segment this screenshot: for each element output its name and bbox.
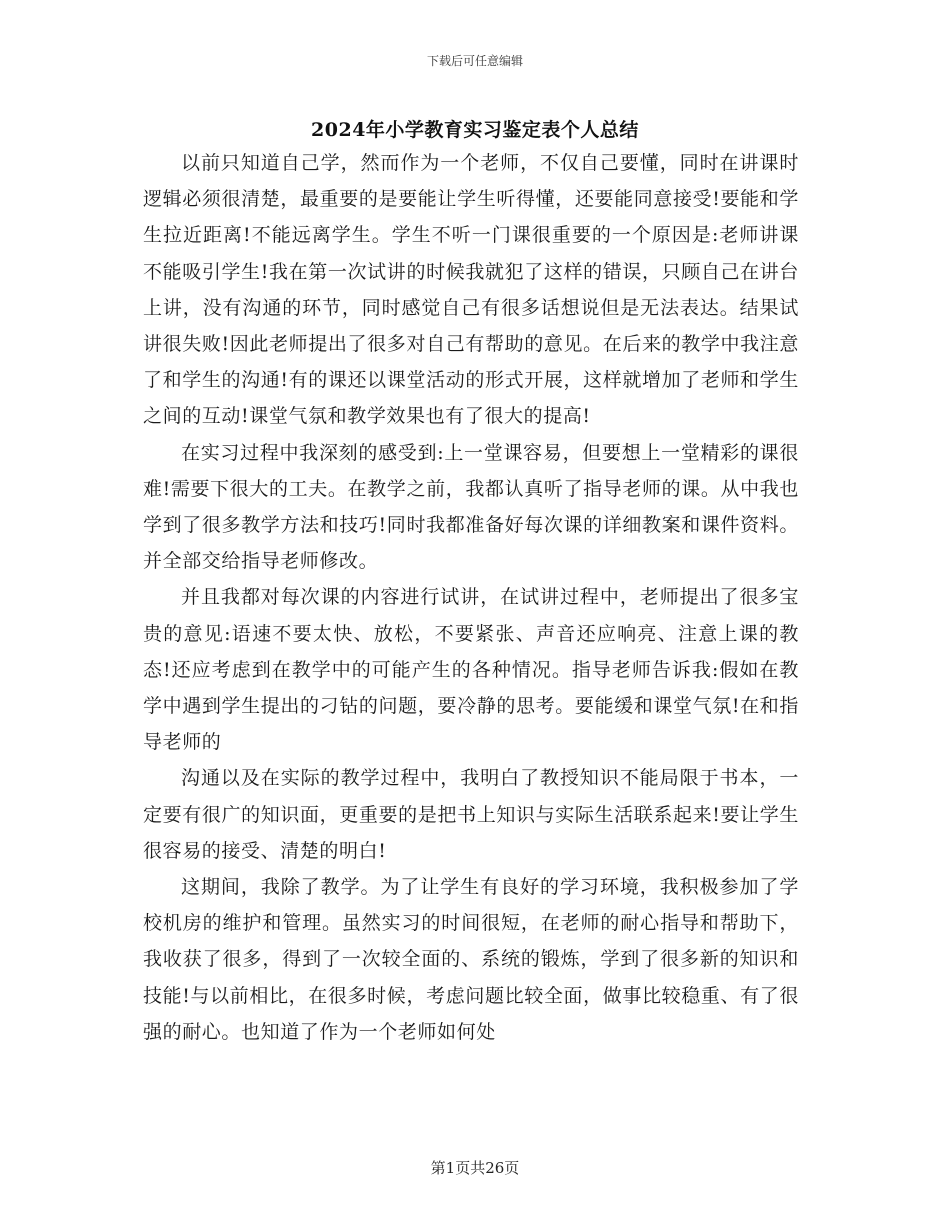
paragraph-2: 在实习过程中我深刻的感受到:上一堂课容易，但要想上一堂精彩的课很难!需要下很大的工夫。在教学之前，我都认真听了指导老师的课。从中我也学到了很多教学方法和技巧!同时我都准备好每次课的详细教案和课件资料。并全部交给指导老师修改。	[143, 441, 799, 573]
paragraph-5: 这期间，我除了教学。为了让学生有良好的学习环境，我积极参加了学校机房的维护和管理。虽然实习的时间很短，在老师的耐心指导和帮助下，我收获了很多，得到了一次较全面的、系统的锻炼，学到了很多新的知识和技能!与以前相比，在很多时候，考虑问题比较全面，做事比较稳重、有了很强的耐心。也知道了作为一个老师如何处	[143, 876, 799, 1043]
page-number-footer: 第1页共26页	[430, 1159, 520, 1177]
paragraph-1: 以前只知道自己学，然而作为一个老师，不仅自己要懂，同时在讲课时逻辑必须很清楚，最重要的是要能让学生听得懂，还要能同意接受!要能和学生拉近距离!不能远离学生。学生不听一门课很重要的一个原因是:老师讲课不能吸引学生!我在第一次试讲的时候我就犯了这样的错误，只顾自己在讲台上讲，没有沟通的环节，同时感觉自己有很多话想说但是无法表达。结果试讲很失败!因此老师提出了很多对自己有帮助的意见。在后来的教学中我注意了和学生的沟通!有的课还以课堂活动的形式开展，这样就增加了老师和学生之间的互动!课堂气氛和教学效果也有了很大的提高!	[143, 152, 799, 428]
paragraph-3: 并且我都对每次课的内容进行试讲，在试讲过程中，老师提出了很多宝贵的意见:语速不要太快、放松，不要紧张、声音还应响亮、注意上课的教态!还应考虑到在教学中的可能产生的各种情况。指导老师告诉我:假如在教学中遇到学生提出的刁钻的问题，要冷静的思考。要能缓和课堂气氛!在和指导老师的	[143, 586, 799, 754]
document-body	[143, 145, 799, 1050]
document-title: 2024年小学教育实习鉴定表个人总结	[311, 119, 639, 141]
paragraph-4: 沟通以及在实际的教学过程中，我明白了教授知识不能局限于书本，一定要有很广的知识面，更重要的是把书上知识与实际生活联系起来!要让学生很容易的接受、清楚的明白!	[143, 767, 799, 862]
page-header-note: 下载后可任意编辑	[426, 54, 523, 68]
